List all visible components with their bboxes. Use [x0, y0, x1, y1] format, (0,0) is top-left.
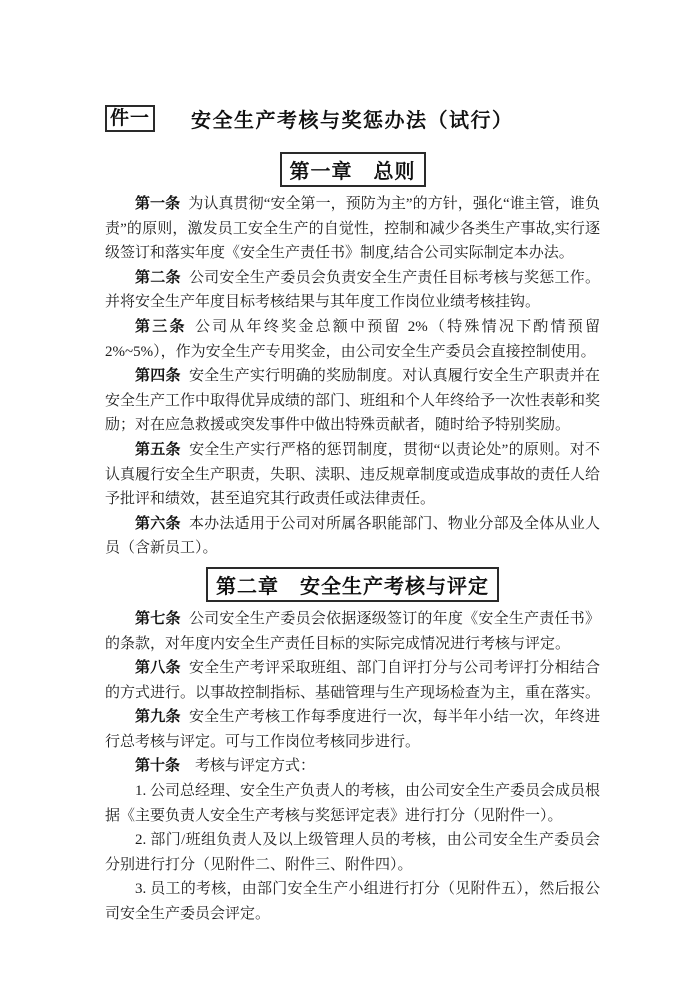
article-8-label: 第八条 — [135, 659, 181, 677]
article-10-text: 考核与评定方式： — [195, 758, 316, 775]
article-3-label: 第三条 — [135, 317, 187, 335]
article-7-text: 公司安全生产委员会依据逐级签订的年度《安全生产责任书》的条款，对年度内安全生产责任目标的实际完成情况进行考核与评定。 — [105, 610, 600, 652]
article-10-item-3: 3. 员工的考核，由部门安全生产小组进行打分（见附件五），然后报公司安全生产委员会评定。 — [105, 881, 600, 923]
article-10-item-1: 1. 公司总经理、安全生产负责人的考核，由公司安全生产委员会成员根据《主要负责人安全生产考核与奖惩评定表》进行打分（见附件一）。 — [105, 783, 601, 824]
article-2-text: 公司安全生产委员会负责安全生产责任目标考核与奖惩工作。并将安全生产年度目标考核结果与其年度工作岗位业绩考核挂钩。 — [105, 269, 600, 311]
article-8 — [105, 656, 600, 705]
chapter1-heading: 第一章 总则 — [280, 152, 426, 187]
article-4-label: 第四条 — [135, 367, 181, 385]
page-title: 安全生产考核与奖惩办法（试行） — [191, 110, 514, 132]
article-5-label: 第五条 — [135, 440, 181, 458]
article-4-text: 安全生产实行明确的奖励制度。对认真履行安全生产职责并在安全生产工作中取得优异成绩的部门、班组和个人年终给予一次性表彰和奖励；对在应急救援或突发事件中做出特殊贡献者，随时给予特别奖励。 — [105, 368, 601, 434]
article-5 — [105, 438, 600, 512]
article-6-text: 本办法适用于公司对所属各职能部门、物业分部及全体从业人员（含新员工）。 — [105, 515, 600, 557]
article-2-label: 第二条 — [135, 268, 181, 286]
attachment-label: 件一 — [105, 105, 155, 132]
chapter2-heading: 第二章 安全生产考核与评定 — [206, 567, 499, 602]
article-5-text: 安全生产实行严格的惩罚制度，贯彻“以责论处”的原则。对不认真履行安全生产职责，失职、渎职、违反规章制度或造成事故的责任人给予批评和绩效，甚至追究其行政责任或法律责任。 — [105, 441, 601, 508]
article-3 — [105, 315, 600, 364]
article-4 — [105, 364, 600, 438]
article-1 — [105, 192, 600, 266]
document-header — [105, 104, 600, 133]
article-2 — [105, 266, 600, 315]
article-3-text: 公司从年终奖金总额中预留 2%（特殊情况下酌情预留 2%~5%），作为安全生产专用奖金，由公司安全生产委员会直接控制使用。 — [105, 318, 600, 360]
article-7 — [105, 607, 600, 656]
article-8-text: 安全生产考评采取班组、部门自评打分与公司考评打分相结合的方式进行。以事故控制指标、基础管理与生产现场检查为主，重在落实。 — [105, 660, 601, 701]
article-10-item-2: 2. 部门/班组负责人及以上级管理人员的考核，由公司安全生产委员会分别进行打分（见附件二、附件三、附件四）。 — [105, 832, 600, 873]
article-7-label: 第七条 — [135, 609, 181, 627]
article-10-label: 第十条 — [135, 757, 181, 775]
article-1-text: 为认真贯彻“安全第一，预防为主”的方针，强化“谁主管，谁负责”的原则，激发员工安全生产的自觉性，控制和减少各类生产事故,实行逐级签订和落实年度《安全生产责任书》制度,结合公司实际制定本办法。 — [105, 196, 600, 262]
article-9 — [105, 705, 600, 754]
article-9-label: 第九条 — [135, 708, 181, 726]
article-1-label: 第一条 — [135, 195, 181, 212]
article-6 — [105, 512, 600, 561]
article-10 — [105, 754, 600, 779]
article-9-text: 安全生产考核工作每季度进行一次，每半年小结一次，年终进行总考核与评定。可与工作岗位考核同步进行。 — [105, 709, 600, 750]
article-6-label: 第六条 — [135, 514, 181, 532]
